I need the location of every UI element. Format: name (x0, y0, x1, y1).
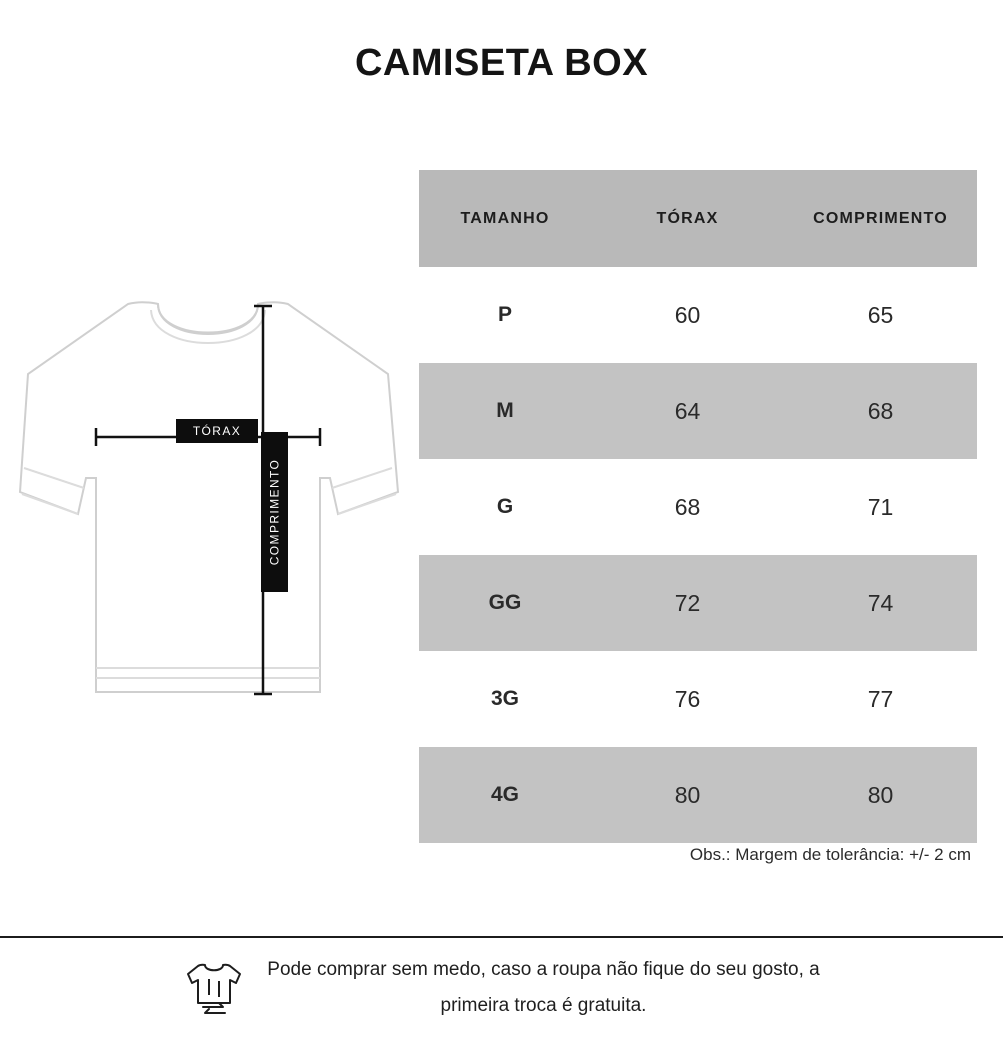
table-row (419, 747, 977, 843)
cell-size: 4G (419, 747, 591, 843)
tshirt-measure-icon (8, 282, 408, 722)
header-comprimento: COMPRIMENTO (784, 170, 977, 267)
table-row (419, 651, 977, 747)
footer (0, 952, 1003, 1024)
tshirt-exchange-icon (183, 957, 245, 1019)
page-title: CAMISETA BOX (354, 42, 649, 84)
table-row (419, 363, 977, 459)
cell-size: M (419, 363, 591, 459)
cell-torax: 80 (591, 747, 784, 843)
cell-size: P (419, 267, 591, 363)
footer-divider (0, 936, 1003, 938)
cell-comprimento: 74 (784, 555, 977, 651)
cell-comprimento: 65 (784, 267, 977, 363)
table-row (419, 267, 977, 363)
cell-torax: 72 (591, 555, 784, 651)
tolerance-note: Obs.: Margem de tolerância: +/- 2 cm (689, 845, 971, 864)
size-table-wrapper (419, 170, 971, 843)
cell-size: G (419, 459, 591, 555)
footer-message-line1: Pode comprar sem medo, caso a roupa não fique do seu gosto, a (267, 959, 820, 980)
table-header-row (419, 170, 977, 267)
length-measure-label (261, 432, 288, 592)
cell-comprimento: 77 (784, 651, 977, 747)
header-torax: TÓRAX (591, 170, 784, 267)
footer-message (267, 952, 819, 1024)
size-table-head (419, 170, 977, 267)
tshirt-illustration (8, 282, 408, 722)
footer-message-line2: primeira troca é gratuita. (440, 995, 647, 1017)
header-tamanho: TAMANHO (419, 170, 591, 267)
cell-size: 3G (419, 651, 591, 747)
table-row (419, 555, 977, 651)
table-row (419, 459, 977, 555)
cell-torax: 68 (591, 459, 784, 555)
cell-torax: 76 (591, 651, 784, 747)
size-table (419, 170, 977, 843)
cell-size: GG (419, 555, 591, 651)
cell-comprimento: 68 (784, 363, 977, 459)
cell-comprimento: 71 (784, 459, 977, 555)
cell-comprimento: 80 (784, 747, 977, 843)
cell-torax: 64 (591, 363, 784, 459)
cell-torax: 60 (591, 267, 784, 363)
chest-measure-label: TÓRAX (176, 419, 258, 443)
length-measure-label-text: COMPRIMENTO (267, 458, 282, 566)
size-table-body (419, 267, 977, 843)
